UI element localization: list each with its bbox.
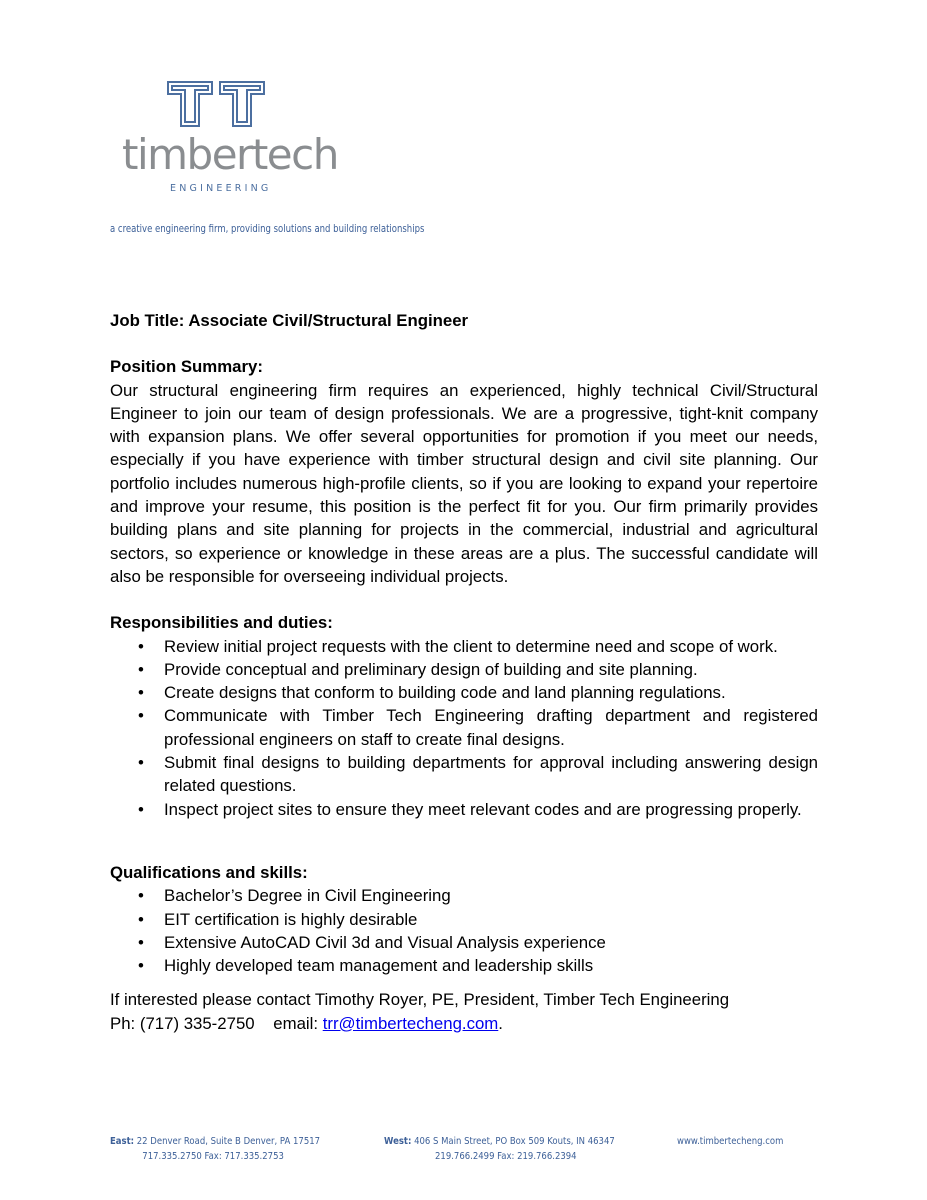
east-phone: 717.335.2750 Fax: 717.335.2753 bbox=[142, 1151, 284, 1162]
position-summary-heading: Position Summary: bbox=[110, 357, 263, 377]
company-tagline: a creative engineering firm, providing solutions and building relationships bbox=[110, 222, 425, 235]
list-item: • Submit final designs to building departments for approval including answering design related questions. bbox=[138, 753, 818, 796]
footer-west bbox=[384, 1134, 615, 1164]
position-summary-text: Our structural engineering firm requires an experienced, highly technical Civil/Structural Engineer to join our team of design professionals. We are a progressive, tight-knit company with expansion plans. We offer several opportunities for promotion if you meet our needs, especially if you have experience with timber structural design and civil site planning. Our portfolio includes numerous high-profile clients, so if you are looking to expand your repertoire and improve your resume, this position is the perfect fit for you. Our firm primarily provides building plans and site planning for projects in the commercial, industrial and agricultural sectors, so experience or knowledge in these areas are a plus. The successful candidate will also be responsible for overseeing individual projects. bbox=[110, 380, 818, 586]
bullet-icon: • bbox=[138, 956, 144, 976]
responsibilities-heading: Responsibilities and duties: bbox=[110, 613, 333, 633]
bullet-icon: • bbox=[138, 706, 144, 726]
footer-east bbox=[110, 1134, 320, 1164]
contact-details: Ph: (717) 335-2750 email: trr@timbertecheng.com. bbox=[110, 1013, 503, 1033]
bullet-icon: • bbox=[138, 753, 144, 773]
bullet-icon: • bbox=[138, 932, 144, 952]
west-phone: 219.766.2499 Fax: 219.766.2394 bbox=[435, 1151, 577, 1162]
bullet-icon: • bbox=[138, 683, 144, 703]
list-item: • Review initial project requests with the client to determine need and scope of work. bbox=[110, 635, 818, 658]
west-address: 406 S Main Street, PO Box 509 Kouts, IN 46347 bbox=[414, 1136, 615, 1147]
bullet-icon: • bbox=[138, 659, 144, 679]
email-link[interactable]: trr@timbertecheng.com bbox=[322, 1013, 499, 1033]
contact-phone: Ph: (717) 335-2750 bbox=[110, 1013, 255, 1033]
bullet-icon: • bbox=[138, 799, 144, 819]
list-item: • Create designs that conform to building code and land planning regulations. bbox=[110, 681, 818, 704]
list-item: • Provide conceptual and preliminary design of building and site planning. bbox=[110, 658, 818, 681]
qualifications-heading: Qualifications and skills: bbox=[110, 862, 308, 882]
list-item: • EIT certification is highly desirable bbox=[110, 908, 818, 931]
company-logo bbox=[110, 66, 338, 206]
list-item: • Inspect project sites to ensure they meet relevant codes and are progressing properly. bbox=[110, 798, 818, 821]
list-item: • Highly developed team management and leadership skills bbox=[110, 954, 818, 977]
east-label: East: bbox=[110, 1136, 135, 1147]
timber-tt-logo-icon bbox=[166, 80, 266, 130]
logo-subtitle: ENGINEERING bbox=[170, 183, 272, 194]
responsibilities-list bbox=[110, 635, 818, 821]
list-item: • Extensive AutoCAD Civil 3d and Visual Analysis experience bbox=[110, 931, 818, 954]
job-posting bbox=[110, 309, 818, 1035]
bullet-icon: • bbox=[138, 909, 144, 929]
logo-wordmark: timbertech bbox=[122, 130, 338, 179]
list-item: • Communicate with Timber Tech Engineering drafting department and registered professional engineers on staff to create final designs. bbox=[138, 706, 818, 749]
bullet-icon: • bbox=[138, 886, 144, 906]
bullet-icon: • bbox=[138, 636, 144, 656]
list-item: • Bachelor’s Degree in Civil Engineering bbox=[110, 884, 818, 907]
west-label: West: bbox=[384, 1136, 412, 1147]
east-address: 22 Denver Road, Suite B Denver, PA 17517 bbox=[136, 1136, 321, 1147]
qualifications-list bbox=[110, 884, 818, 977]
contact-text: If interested please contact Timothy Royer, PE, President, Timber Tech Engineering bbox=[110, 990, 730, 1010]
email-label: email: bbox=[273, 1013, 319, 1033]
job-title: Job Title: Associate Civil/Structural Engineer bbox=[110, 311, 469, 330]
footer-website[interactable]: www.timbertecheng.com bbox=[677, 1136, 784, 1147]
